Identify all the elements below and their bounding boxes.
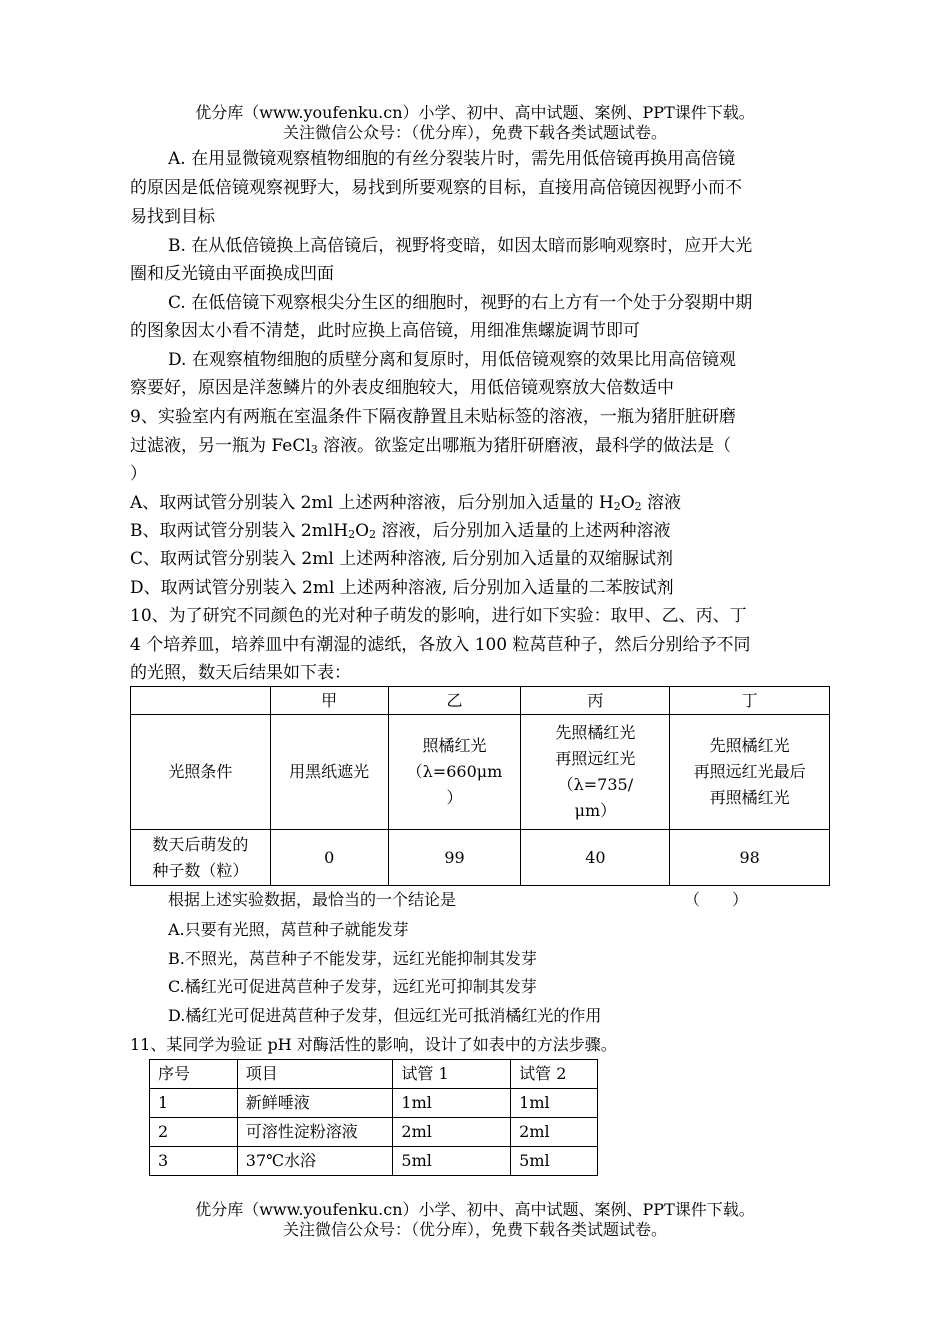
table-header-cell: 项目 (237, 1060, 393, 1089)
q9-stem: 9、实验室内有两瓶在室温条件下隔夜静置且未贴标签的溶液，一瓶为猪肝脏研磨 (130, 407, 736, 427)
q10-option-a: A.只要有光照，莴苣种子就能发芽 (168, 920, 409, 939)
q10-stem: 10、为了研究不同颜色的光对种子萌发的影响，进行如下实验：取甲、乙、丙、丁 (130, 606, 747, 626)
light-experiment-table (130, 686, 830, 886)
q10-option-b: B.不照光，莴苣种子不能发芽，远红光能抑制其发芽 (168, 949, 537, 968)
q10-stem-cont: 的光照，数天后结果如下表： (130, 663, 351, 683)
table-header-cell: 试管 2 (511, 1060, 598, 1089)
table-cell: 先照橘红光 再照远红光最后 再照橘红光 (670, 715, 830, 830)
q9-option-c: C、取两试管分别装入 2ml 上述两种溶液, 后分别加入适量的双缩脲试剂 (130, 549, 673, 569)
q9-stem-paren: ） (130, 464, 147, 484)
table-cell: 新鲜唾液 (237, 1089, 393, 1118)
table-row (150, 1089, 598, 1118)
q8-option-a: A. 在用显微镜观察植物细胞的有丝分裂装片时，需先用低倍镜再换用高倍镜 (168, 149, 736, 169)
table-header-cell: 乙 (388, 687, 521, 715)
q8-option-d: D. 在观察植物细胞的质壁分离和复原时，用低倍镜观察的效果比用高倍镜观 (168, 350, 736, 370)
q8-option-d-cont: 察要好，原因是洋葱鳞片的外表皮细胞较大，用低倍镜观察放大倍数适中 (130, 378, 674, 398)
q9-option-a: A、取两试管分别装入 2ml 上述两种溶液，后分别加入适量的 $H_2O_2$ 溶液 (130, 493, 682, 513)
table-cell: 照橘红光 （λ=660μm ） (388, 715, 521, 830)
table-header-cell (131, 687, 271, 715)
table-cell: 40 (521, 830, 670, 886)
q8-option-b: B. 在从低倍镜换上高倍镜后，视野将变暗，如因太暗而影响观察时，应开大光 (168, 236, 753, 256)
header-line-1: 优分库（www.youfenku.cn）小学、初中、高中试题、案例、PPT课件下载。 (195, 103, 755, 122)
table-cell: 2ml (511, 1118, 598, 1147)
table-header-cell: 丁 (670, 687, 830, 715)
table-row-label: 光照条件 (131, 715, 271, 830)
table-header-cell: 试管 1 (393, 1060, 511, 1089)
table-cell: 5ml (511, 1147, 598, 1176)
table-cell: 1 (150, 1089, 238, 1118)
table-row (131, 830, 830, 886)
table-cell: 1ml (511, 1089, 598, 1118)
table-row-label: 数天后萌发的 种子数（粒） (131, 830, 271, 886)
table-row (150, 1147, 598, 1176)
q11-stem: 11、某同学为验证 pH 对酶活性的影响，设计了如表中的方法步骤。 (130, 1035, 617, 1054)
q8-option-a-cont: 的原因是低倍镜观察视野大，易找到所要观察的目标，直接用高倍镜因视野小而不 (130, 178, 742, 198)
q9-option-b: B、取两试管分别装入 $2mlH_2O_2$ 溶液，后分别加入适量的上述两种溶液 (130, 521, 671, 541)
q10-option-d: D.橘红光可促进莴苣种子发芽，但远红光可抵消橘红光的作用 (168, 1006, 602, 1025)
q8-option-b-cont: 圈和反光镜由平面换成凹面 (130, 264, 334, 284)
table-cell: 3 (150, 1147, 238, 1176)
q10-ask: 根据上述实验数据，最恰当的一个结论是 (168, 890, 457, 909)
table-cell: 1ml (393, 1089, 511, 1118)
table-cell: 99 (388, 830, 521, 886)
q8-option-a-cont: 易找到目标 (130, 207, 215, 227)
footer-line-2: 关注微信公众号：（优分库），免费下载各类试题试卷。 (282, 1220, 667, 1239)
table-row (150, 1118, 598, 1147)
footer-line-1: 优分库（www.youfenku.cn）小学、初中、高中试题、案例、PPT课件下载。 (195, 1200, 755, 1219)
q8-option-c: C. 在低倍镜下观察根尖分生区的细胞时，视野的右上方有一个处于分裂期中期 (168, 293, 753, 313)
header-line-2: 关注微信公众号：（优分库），免费下载各类试题试卷。 (282, 123, 667, 142)
table-header-cell: 序号 (150, 1060, 238, 1089)
table-row (131, 715, 830, 830)
q10-option-c: C.橘红光可促进莴苣种子发芽，远红光可抑制其发芽 (168, 977, 537, 996)
table-header-row (131, 687, 830, 715)
table-header-cell: 甲 (270, 687, 388, 715)
ph-experiment-table (149, 1059, 598, 1176)
table-cell: 可溶性淀粉溶液 (237, 1118, 393, 1147)
q8-option-c-cont: 的图象因太小看不清楚，此时应换上高倍镜，用细准焦螺旋调节即可 (130, 321, 640, 341)
table-cell: 先照橘红光 再照远红光 （λ=735/ μm） (521, 715, 670, 830)
q10-answer-paren: （ ） (684, 890, 749, 909)
table-cell: 0 (270, 830, 388, 886)
table-cell: 37℃水浴 (237, 1147, 393, 1176)
table-header-cell: 丙 (521, 687, 670, 715)
table-header-row (150, 1060, 598, 1089)
table-cell: 2 (150, 1118, 238, 1147)
table-cell: 用黑纸遮光 (270, 715, 388, 830)
table-cell: 98 (670, 830, 830, 886)
table-cell: 2ml (393, 1118, 511, 1147)
q9-stem-cont: 过滤液，另一瓶为 FeCl$_3$ 溶液。欲鉴定出哪瓶为猪肝研磨液，最科学的做法是（ (130, 436, 732, 456)
q9-option-d: D、取两试管分别装入 2ml 上述两种溶液, 后分别加入适量的二苯胺试剂 (130, 578, 674, 598)
table-cell: 5ml (393, 1147, 511, 1176)
q10-stem-cont: 4 个培养皿，培养皿中有潮湿的滤纸，各放入 100 粒莴苣种子，然后分别给予不同 (130, 635, 751, 655)
